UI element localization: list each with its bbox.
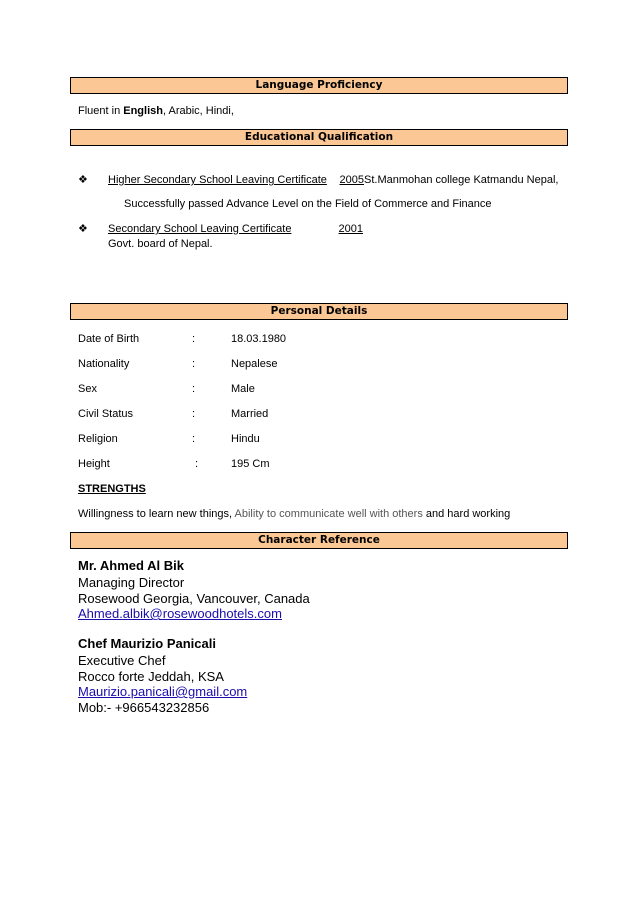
ref2-title: Executive Chef [78,653,166,668]
language-prefix: Fluent in [78,105,124,117]
personal-label: Nationality [78,358,130,370]
edu2-course: Secondary School Leaving Certificate [108,223,292,235]
personal-label: Religion [78,433,118,445]
strengths-part2: Ability to communicate well with others [234,508,423,520]
personal-value: Married [231,408,269,420]
personal-value: 195 Cm [231,458,270,470]
personal-value: Nepalese [231,358,278,370]
language-rest: , Arabic, Hindi, [162,105,234,117]
strengths-heading: STRENGTHS [78,483,146,495]
personal-colon: : [192,333,196,345]
section-reference: Character Reference [70,532,568,549]
ref1-name: Mr. Ahmed Al Bik [78,558,184,573]
ref2-name: Chef Maurizio Panicali [78,636,216,651]
personal-colon: : [195,458,199,470]
personal-colon: : [192,358,196,370]
edu1-place: St.Manmohan college Katmandu Nepal, [364,174,559,186]
ref2-email-link[interactable]: Maurizio.panicali@gmail.com [78,684,248,699]
ref2-company: Rocco forte Jeddah, KSA [78,669,224,684]
personal-colon: : [192,408,196,420]
ref2-phone: Mob:- +966543232856 [78,700,210,715]
edu2-note: Govt. board of Nepal. [108,238,213,250]
language-line [78,104,234,118]
language-bold: English [123,105,163,117]
section-personal: Personal Details [70,303,568,320]
personal-label: Civil Status [78,408,134,420]
diamond-bullet-icon: ❖ [78,223,88,235]
diamond-bullet-icon: ❖ [78,174,88,186]
edu2-year: 2001 [338,223,363,235]
strengths-part1: Willingness to learn new things, [78,508,235,520]
personal-colon: : [192,433,196,445]
ref1-title: Managing Director [78,575,185,590]
personal-value: Male [231,383,255,395]
strengths-part3: and hard working [422,508,511,520]
section-education: Educational Qualification [70,129,568,146]
edu1-course: Higher Secondary School Leaving Certificate [108,174,327,186]
personal-colon: : [192,383,196,395]
section-language: Language Proficiency [70,77,568,94]
personal-label: Height [78,458,110,470]
personal-label: Date of Birth [78,333,140,345]
edu1-note: Successfully passed Advance Level on the Field of Commerce and Finance [124,198,492,210]
personal-value: 18.03.1980 [231,333,287,345]
ref1-email-link[interactable]: Ahmed.albik@rosewoodhotels.com [78,606,282,621]
personal-value: Hindu [231,433,260,445]
ref1-company: Rosewood Georgia, Vancouver, Canada [78,591,310,606]
edu1-year: 2005 [339,174,364,186]
personal-label: Sex [78,383,97,395]
strengths-text [78,507,510,521]
